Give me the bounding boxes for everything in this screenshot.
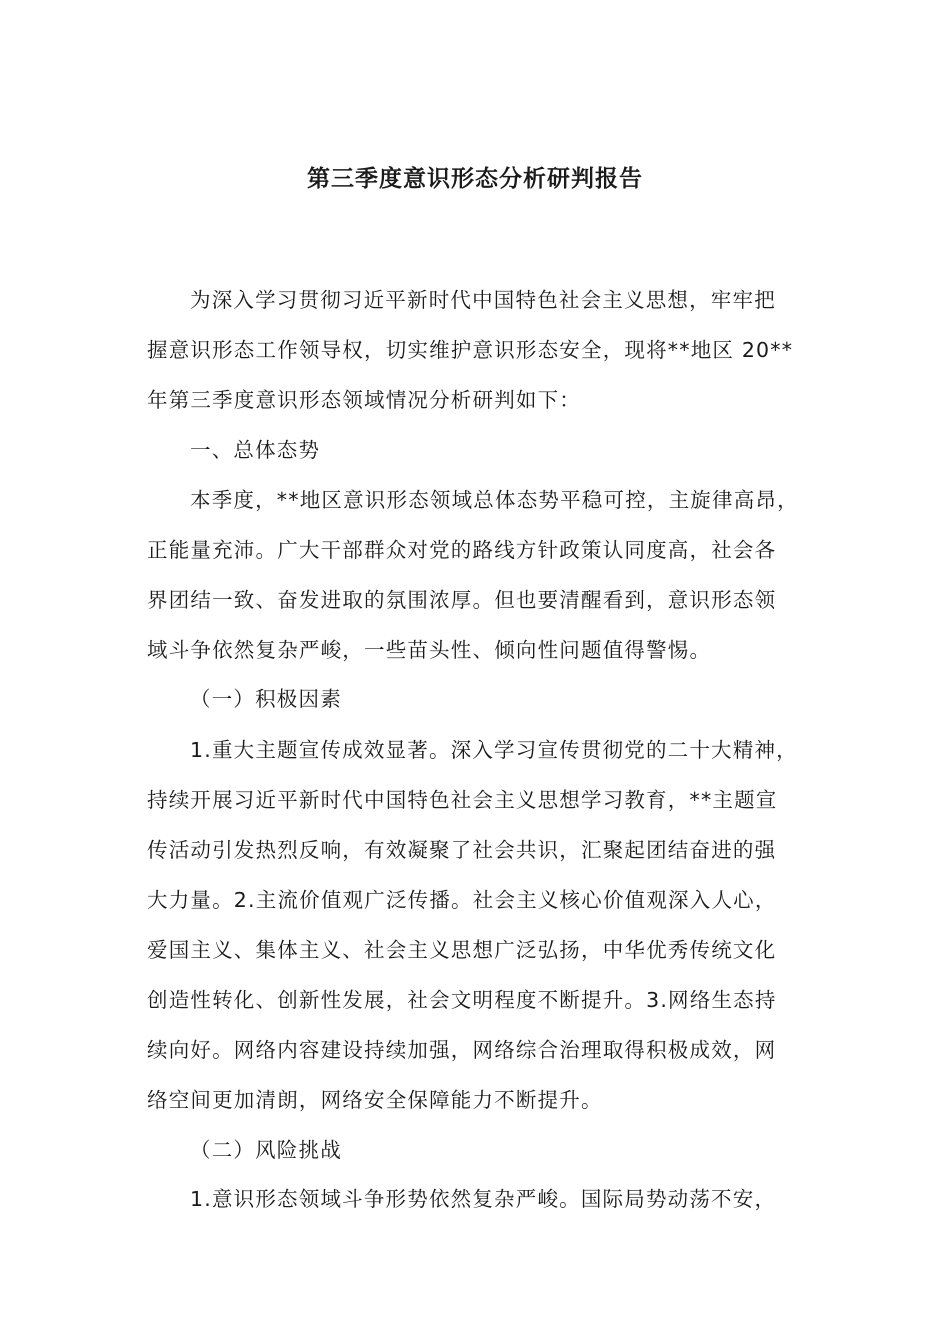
paragraph-line: 正能量充沛。广大干部群众对党的路线方针政策认同度高，社会各 [147,538,777,562]
paragraph-line: 为深入学习贯彻习近平新时代中国特色社会主义思想，牢牢把 [190,288,776,312]
page-title: 第三季度意识形态分析研判报告 [307,165,643,192]
paragraph-line: 持续开展习近平新时代中国特色社会主义思想学习教育，**主题宣 [147,788,778,812]
section-heading: 一、总体态势 [190,438,321,462]
paragraph-line: 本季度，**地区意识形态领域总体态势平稳可控，主旋律高昂， [190,488,799,512]
paragraph-line: 年第三季度意识形态领域情况分析研判如下： [147,388,581,412]
paragraph-line: 1.重大主题宣传成效显著。深入学习宣传贯彻党的二十大精神， [190,738,798,762]
subsection-heading: （一）积极因素 [190,687,342,711]
paragraph-line: 握意识形态工作领导权，切实维护意识形态安全，现将**地区 20** [147,338,794,362]
paragraph-line: 创造性转化、创新性发展，社会文明程度不断提升。3.网络生态持 [147,988,777,1012]
subsection-heading: （二）风险挑战 [190,1138,342,1162]
paragraph-line: 续向好。网络内容建设持续加强，网络综合治理取得积极成效，网 [147,1038,777,1062]
paragraph-line: 域斗争依然复杂严峻，一些苗头性、倾向性问题值得警惕。 [147,638,712,662]
paragraph-line: 传活动引发热烈反响，有效凝聚了社会共识，汇聚起团结奋进的强 [147,838,777,862]
paragraph-line: 1.意识形态领域斗争形势依然复杂严峻。国际局势动荡不安， [190,1187,777,1211]
paragraph-line: 界团结一致、奋发进取的氛围浓厚。但也要清醒看到，意识形态领 [147,588,777,612]
paragraph-line: 络空间更加清朗，网络安全保障能力不断提升。 [147,1088,603,1112]
paragraph-line: 爱国主义、集体主义、社会主义思想广泛弘扬，中华优秀传统文化 [147,938,777,962]
paragraph-line: 大力量。2.主流价值观广泛传播。社会主义核心价值观深入人心， [147,888,777,912]
